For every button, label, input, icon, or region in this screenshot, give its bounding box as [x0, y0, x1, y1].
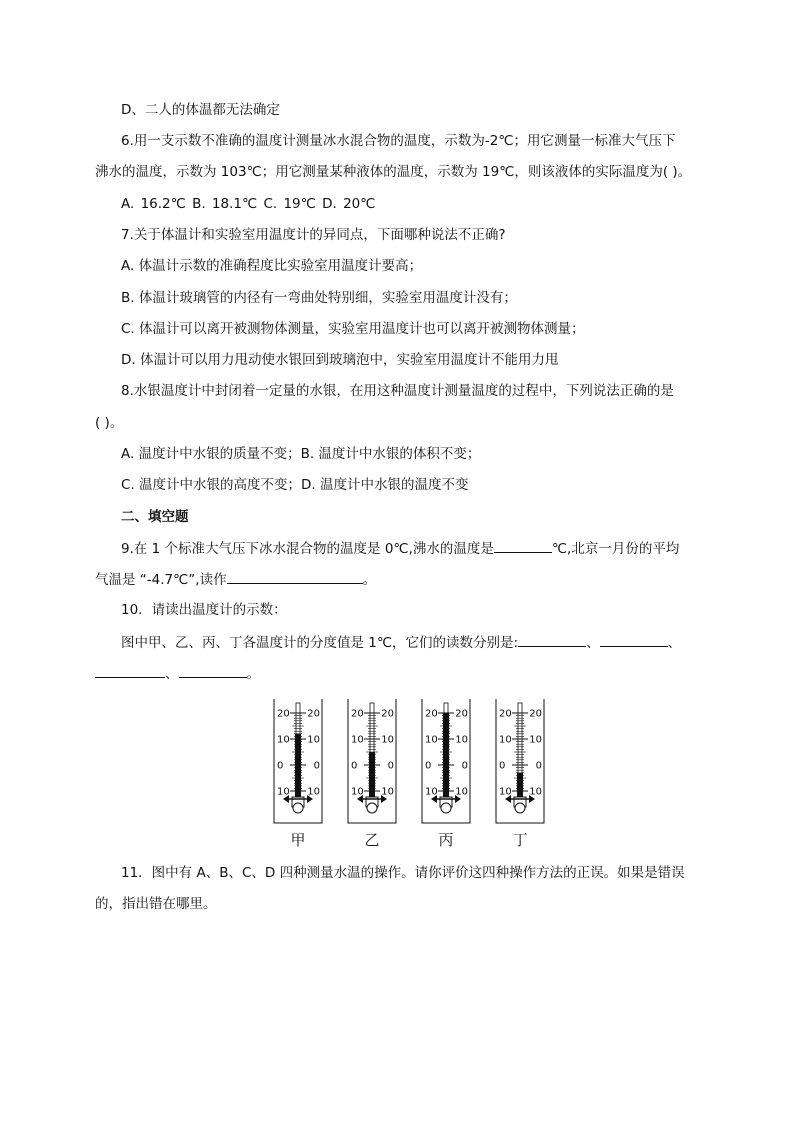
scale-label-left: 10 [425, 786, 438, 798]
question-6-options: A. 16.2℃ B. 18.1℃ C. 19℃ D. 20℃ [121, 196, 376, 212]
scale-label-left: 10 [277, 786, 290, 798]
question-6-cont: 沸水的温度，示数为 103℃；用它测量某种液体的温度，示数为 19℃，则该液体的实际温度为( )。 [95, 164, 692, 180]
scale-label-left: 10 [499, 786, 512, 798]
question-10-text [121, 632, 681, 653]
scale-label-left: 0 [499, 760, 506, 772]
mercury-column [517, 773, 523, 797]
scale-label-left: 20 [499, 708, 512, 720]
question-7-option-c: C. 体温计可以离开被测物体测量，实验室用温度计也可以离开被测物体测量； [121, 321, 585, 337]
question-10: 10．请读出温度计的示数： [121, 602, 287, 618]
scale-label-right: 0 [387, 760, 394, 772]
thermometer-bulb [293, 803, 303, 813]
question-8-options-cd: C. 温度计中水银的高度不变；D. 温度计中水银的温度不变 [121, 477, 469, 493]
thermometer-4 [496, 699, 544, 849]
scale-label-left: 0 [277, 760, 284, 772]
separator: 、 [165, 666, 179, 682]
mercury-column [369, 752, 375, 797]
question-7: 7.关于体温计和实验室用温度计的异同点，下面哪种说法不正确? [121, 227, 506, 243]
answer-blank [518, 632, 586, 647]
question-8-options-ab: A. 温度计中水银的质量不变；B. 温度计中水银的体积不变； [121, 446, 481, 462]
thermometer-label: 甲 [290, 831, 306, 849]
thermometer-bulb [515, 803, 525, 813]
question-10-prompt: 图中甲、乙、丙、丁各温度计的分度值是 1℃，它们的读数分别是: [121, 635, 519, 651]
question-11-cont: 的，指出错在哪里。 [95, 896, 217, 912]
question-7-option-a: A. 体温计示数的准确程度比实验室用温度计要高； [121, 258, 423, 274]
thermometer-bulb [367, 803, 377, 813]
question-9-text-a: 9.在 1 个标准大气压下冰水混合物的温度是 0℃,沸水的温度是 [121, 541, 494, 557]
thermometer-figure [270, 695, 570, 855]
question-8-paren: ( )。 [95, 415, 124, 431]
question-11: 11．图中有 A、B、C、D 四种测量水温的操作。请你评价这四种操作方法的正误。如果是错误 [121, 865, 685, 881]
scale-label-right: 10 [307, 734, 320, 746]
scale-label-left: 10 [277, 734, 290, 746]
question-9-text-d: 。 [362, 572, 377, 588]
scale-label-right: 10 [529, 734, 542, 746]
scale-label-right: 10 [381, 786, 394, 798]
thermometer-label: 乙 [364, 831, 380, 849]
question-9-text-b: ℃,北京一月份的平均 [551, 541, 680, 557]
scale-label-right: 0 [535, 760, 542, 772]
question-6: 6.用一支示数不准确的温度计测量冰水混合物的温度，示数为-2℃；用它测量一标准大气压下 [121, 133, 676, 149]
separator: 、 [586, 635, 600, 651]
answer-blank [227, 569, 363, 584]
separator: 、 [667, 635, 682, 651]
scale-label-left: 0 [351, 760, 358, 772]
scale-label-right: 20 [381, 708, 394, 720]
answer-blank [600, 632, 668, 647]
thermometer-2 [348, 699, 396, 849]
thermometer-label: 丁 [512, 831, 528, 849]
scale-label-left: 10 [425, 734, 438, 746]
scale-label-right: 10 [455, 734, 468, 746]
scale-label-right: 10 [381, 734, 394, 746]
scale-label-right: 10 [307, 786, 320, 798]
question-8: 8.水银温度计中封闭着一定量的水银，在用这种温度计测量温度的过程中，下列说法正确的是 [121, 383, 674, 399]
question-10-cont [95, 663, 260, 684]
thermometer-label: 丙 [438, 831, 454, 849]
thermometer-3 [422, 699, 470, 849]
scale-label-left: 0 [425, 760, 432, 772]
mercury-column [295, 734, 301, 797]
scale-label-left: 10 [499, 734, 512, 746]
answer-blank [494, 538, 552, 553]
scale-label-right: 20 [307, 708, 320, 720]
scale-label-left: 20 [351, 708, 364, 720]
scale-label-right: 20 [455, 708, 468, 720]
answer-blank [95, 663, 165, 678]
scale-label-left: 20 [277, 708, 290, 720]
question-9-text-c: 气温是 “-4.7℃”,读作 [95, 572, 227, 588]
scale-label-left: 10 [351, 734, 364, 746]
mercury-column [443, 713, 449, 797]
scale-label-right: 20 [529, 708, 542, 720]
answer-blank [179, 663, 247, 678]
option-d-q5: D、二人的体温都无法确定 [121, 102, 280, 118]
question-9 [121, 538, 679, 559]
scale-label-right: 10 [455, 786, 468, 798]
question-9-cont [95, 569, 376, 590]
scale-label-right: 0 [461, 760, 468, 772]
scale-label-left: 10 [351, 786, 364, 798]
question-7-option-b: B. 体温计玻璃管的内径有一弯曲处特别细，实验室用温度计没有； [121, 290, 517, 306]
scale-label-left: 20 [425, 708, 438, 720]
section-heading: 二、填空题 [121, 509, 189, 525]
scale-label-right: 10 [529, 786, 542, 798]
scale-label-right: 0 [313, 760, 320, 772]
thermometer-1 [274, 699, 322, 849]
question-7-option-d: D. 体温计可以用力甩动使水银回到玻璃泡中，实验室用温度计不能用力甩 [121, 352, 559, 368]
thermometer-bulb [441, 803, 451, 813]
sentence-end: 。 [246, 666, 260, 682]
